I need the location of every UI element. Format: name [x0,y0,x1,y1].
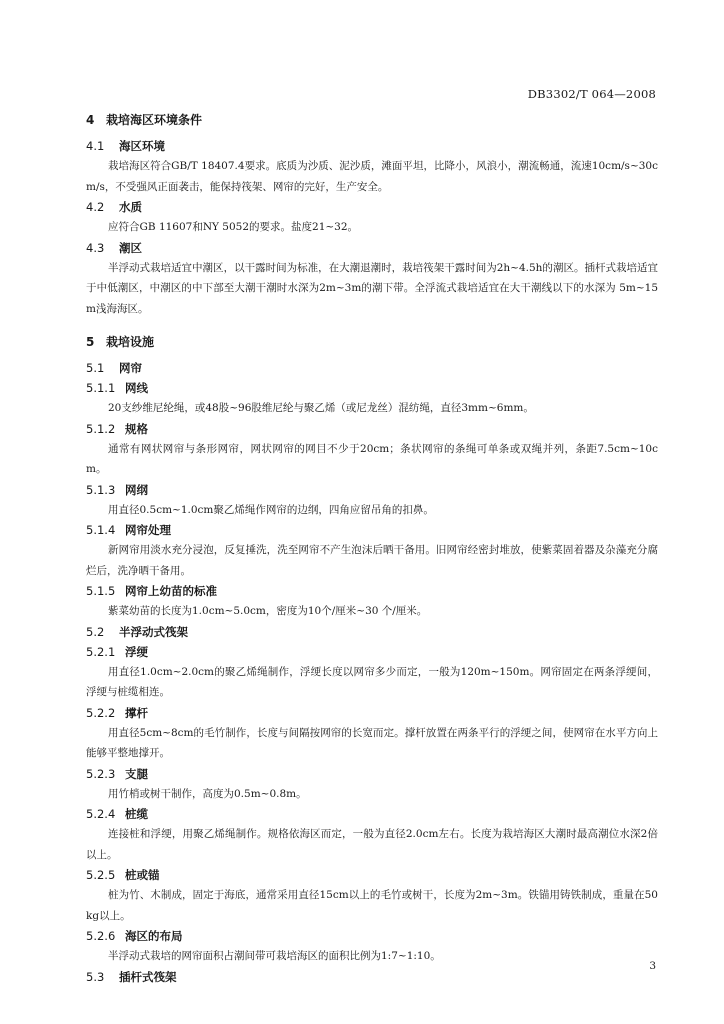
section-5-2-6-text: 半浮动式栽培的网帘面积占潮间带可栽培海区的面积比例为1:7~1:10。 [108,950,441,962]
section-title: 半浮动式筏架 [119,624,188,639]
section-5-1-1-text: 20支纱维尼纶绳，或48股~96股维尼纶与聚乙烯（或尼龙丝）混纺绳，直径3mm~6mm。 [108,402,534,414]
document-code: DB3302/T 064—2008 [527,87,656,101]
section-5-1-3-text: 用直径0.5cm~1.0cm聚乙烯绳作网帘的边纲，四角应留吊角的扣鼻。 [108,503,434,516]
document-body [86,111,658,987]
section-4-3-heading [86,238,658,258]
section-number: 5.1.2 [86,421,116,436]
section-title: 网纲 [125,482,148,497]
section-title: 水质 [119,200,142,214]
section-number: 5 [86,334,95,349]
section-title: 潮区 [119,240,142,255]
section-5-3-heading [86,967,658,987]
section-5-1-5-text: 紫菜幼苗的长度为1.0cm~5.0cm，密度为10个/厘米~30 个/厘米。 [108,605,428,617]
section-number: 4.1 [86,139,105,153]
section-number: 5.2.6 [86,929,116,943]
section-5-2-heading [86,622,658,642]
section-5-1-4-text: 新网帘用淡水充分浸泡，反复捶洗，洗至网帘不产生泡沫后晒干备用。旧网帘经密封堆放，使紫菜固着器及杂藻充分腐烂后，洗净晒干备用。 [86,544,658,577]
section-title: 支腿 [125,766,148,781]
section-5-2-2-heading [86,703,658,723]
section-5-heading [86,333,658,350]
section-5-2-3-heading [86,764,658,784]
section-number: 5.1.5 [86,584,116,598]
section-number: 5.3 [86,969,105,984]
section-title: 规格 [125,421,148,436]
section-5-2-5-heading [86,865,658,885]
section-5-2-1-text: 用直径1.0cm~2.0cm的聚乙烯绳制作，浮绠长度以网帘多少而定，一般为120m~150m。网帘固定在两条浮绠间，浮绠与桩缆相连。 [86,665,658,698]
section-number: 5.2.3 [86,766,116,781]
section-number: 5.2.1 [86,644,116,659]
section-title: 网帘 [119,361,142,375]
page-number: 3 [649,960,656,972]
section-title: 网帘处理 [125,523,171,537]
section-5-1-3-heading [86,480,658,500]
section-title: 海区环境 [119,139,165,153]
section-5-2-5-text: 桩为竹、木制成，固定于海底，通常采用直径15cm以上的毛竹或树干，长度为2m~3m。铁锚用铸铁制成，重量在50kg以上。 [86,889,658,922]
section-number: 5.2.5 [86,868,116,882]
section-title: 海区的布局 [125,929,183,943]
section-5-1-1-heading [86,378,658,398]
section-number: 5.2 [86,624,105,639]
section-title: 栽培设施 [106,335,155,349]
section-number: 4.3 [86,240,105,255]
section-title: 浮绠 [125,644,148,659]
section-number: 5.2.2 [86,705,116,720]
section-5-1-4-heading [86,520,658,540]
section-5-2-3-text: 用竹梢或树干制作，高度为0.5m~0.8m。 [108,787,307,800]
section-5-1-2-heading [86,419,658,439]
section-4-3-text: 半浮动式栽培适宜中潮区，以干露时间为标准，在大潮退潮时，栽培筏架干露时间为2h~4.5h的潮区。插杆式栽培适宜于中低潮区，中潮区的中下部至大潮干潮时水深为2m~3m的潮下带。全浮流式栽培适宜在大干潮线以下的水深为 5m~15m浅海海区。 [86,261,658,315]
section-4-2-heading [86,197,658,217]
section-4-1-text: 栽培海区符合GB/T 18407.4要求。底质为沙质、泥沙质，滩面平坦，比降小，风浪小，潮流畅通，流速10cm/s~30cm/s，不受强风正面袭击，能保持筏架、网帘的完好，生产安全。 [86,160,658,193]
section-number: 5.1.3 [86,482,116,497]
section-number: 4.2 [86,200,105,214]
section-5-2-6-heading [86,926,658,946]
section-number: 5.2.4 [86,807,116,821]
section-title: 网帘上幼苗的标准 [125,584,217,598]
section-4-1-heading [86,136,658,156]
section-5-2-1-heading [86,642,658,662]
section-title: 桩缆 [125,807,148,821]
section-number: 5.1.4 [86,523,116,537]
section-4-heading [86,111,658,128]
section-5-1-heading [86,358,658,378]
section-5-2-4-text: 连接桩和浮绠，用聚乙烯绳制作。规格依海区而定，一般为直径2.0cm左右。长度为栽培海区大潮时最高潮位水深2倍以上。 [86,828,658,861]
section-number: 5.1 [86,361,105,375]
section-title: 插杆式筏架 [119,969,177,984]
section-title: 网线 [125,381,148,395]
section-number: 5.1.1 [86,381,116,395]
section-5-1-5-heading [86,581,658,601]
section-title: 栽培海区环境条件 [106,113,203,127]
section-4-2-text: 应符合GB 11607和NY 5052的要求。盐度21~32。 [108,221,359,233]
section-title: 撑杆 [125,705,148,720]
section-number: 4 [86,112,95,127]
section-title: 桩或锚 [125,868,160,882]
section-5-1-2-text: 通常有网状网帘与条形网帘，网状网帘的网目不少于20cm；条状网帘的条绳可单条或双绳并列，条距7.5cm~10cm。 [86,442,658,475]
section-5-2-2-text: 用直径5cm~8cm的毛竹制作，长度与间隔按网帘的长宽而定。撑杆放置在两条平行的浮绠之间，使网帘在水平方向上能够平整地撑开。 [86,726,658,759]
section-5-2-4-heading [86,804,658,824]
